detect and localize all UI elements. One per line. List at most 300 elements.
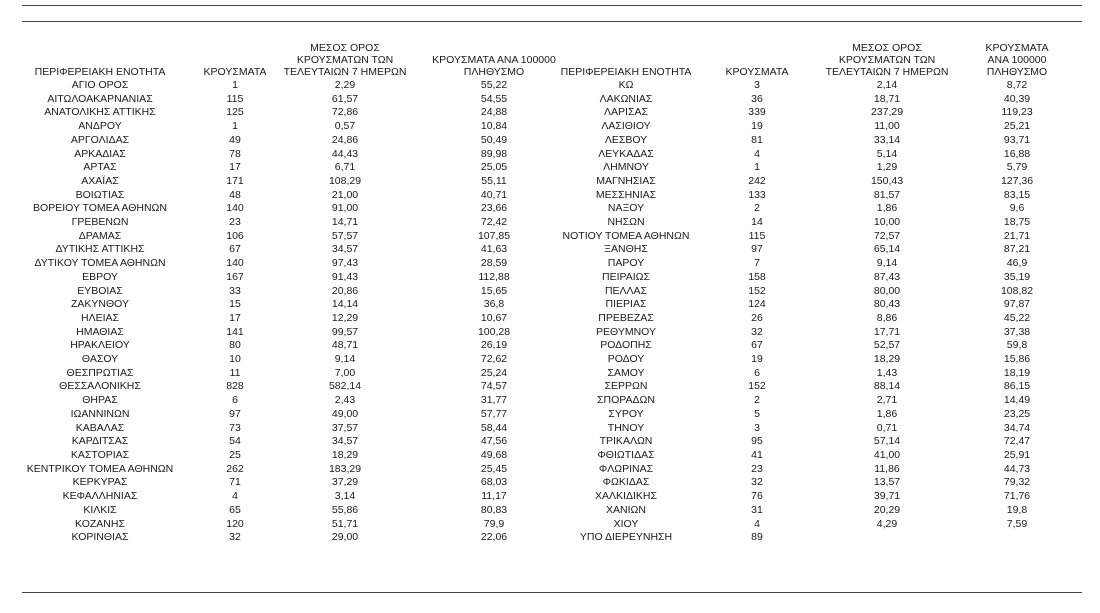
cell-region: ΚΑΒΑΛΑΣ [75,421,125,434]
cell-region: ΗΜΑΘΙΑΣ [76,325,124,338]
table-row [22,216,1082,230]
cell-region-2: ΡΕΘΥΜΝΟΥ [595,325,657,338]
cell-avg7-2: 17,71 [873,325,901,338]
cell-per100k: 23,66 [480,202,508,215]
cell-region-2: ΛΕΥΚΑΔΑΣ [598,147,654,160]
cell-per100k-2: 71,76 [1003,490,1031,503]
cell-avg7-2: 1,86 [876,202,898,215]
header-region-2: ΠΕΡΙΦΕΡΕΙΑΚΗ ΕΝΟΤΗΤΑ [560,66,692,78]
cell-per100k: 31,77 [480,394,508,407]
table-row [22,408,1082,422]
cell-region: ΚΑΣΤΟΡΙΑΣ [70,448,130,461]
cell-avg7-2: 88,14 [873,380,901,393]
cell-avg7-2: 4,29 [876,517,898,530]
table-row [22,148,1082,162]
cell-per100k-2: 21,71 [1003,229,1031,242]
top-rule [22,5,1082,6]
cell-region: ΑΙΤΩΛΟΑΚΑΡΝΑΝΙΑΣ [47,92,153,105]
header-cases-2: ΚΡΟΥΣΜΑΤΑ [725,66,789,78]
cell-per100k-2: 108,82 [1000,284,1034,297]
cell-per100k: 36,8 [483,298,505,311]
header-per100k: ΚΡΟΥΣΜΑΤΑ ΑΝΑ 100000 ΠΛΗΘΥΣΜΟ [432,54,556,78]
cell-per100k: 26,19 [480,339,508,352]
cell-region: ΚΕΡΚΥΡΑΣ [72,476,128,489]
cell-cases-2: 14 [751,216,763,229]
header-avg7-2: ΜΕΣΟΣ ΟΡΟΣ ΚΡΟΥΣΜΑΤΩΝ ΤΩΝ ΤΕΛΕΥΤΑΙΩΝ 7 ΗΜΕΡΩΝ [825,42,949,78]
table-row [22,394,1082,408]
cell-region-2: ΜΑΓΝΗΣΙΑΣ [596,174,656,187]
cell-cases: 1 [232,79,238,91]
cell-per100k-2: 16,88 [1003,147,1031,160]
cell-region: ΚΙΛΚΙΣ [83,503,117,516]
cell-avg7-2: 80,43 [873,298,901,311]
cell-region-2: ΜΕΣΣΗΝΙΑΣ [595,188,657,201]
cell-cases-2: 4 [754,147,760,160]
cell-per100k: 24,88 [480,106,508,119]
bottom-rule [22,592,1082,593]
table-body [22,79,1082,545]
cell-avg7: 2,29 [334,79,356,91]
cell-per100k-2: 8,72 [1006,79,1028,91]
cell-cases: 17 [229,161,241,174]
cell-region: ΔΡΑΜΑΣ [78,229,122,242]
cell-cases-2: 32 [751,325,763,338]
cell-avg7-2: 1,29 [876,161,898,174]
cell-avg7: 34,57 [331,243,359,256]
cell-region-2: ΣΕΡΡΩΝ [604,380,648,393]
cell-region-2: ΛΑΚΩΝΙΑΣ [599,92,653,105]
table-row [22,422,1082,436]
cell-per100k: 57,77 [480,407,508,420]
cell-cases: 48 [229,188,241,201]
cell-cases: 80 [229,339,241,352]
cell-avg7-2: 9,14 [876,257,898,270]
cell-avg7: 72,86 [331,106,359,119]
table-row [22,531,1082,545]
table-row [22,285,1082,299]
table-row [22,79,1082,93]
cell-per100k: 25,24 [480,366,508,379]
cell-region: ΚΟΖΑΝΗΣ [75,517,125,530]
cell-avg7: 49,00 [331,407,359,420]
table-row [22,490,1082,504]
cell-per100k-2: 46,9 [1006,257,1028,270]
cell-region: ΔΥΤΙΚΟΥ ΤΟΜΕΑ ΑΘΗΝΩΝ [34,257,166,270]
cell-per100k: 112,88 [478,270,510,283]
cell-avg7-2: 65,14 [873,243,901,256]
cell-avg7-2: 57,14 [873,435,901,448]
cell-region-2: ΧΑΛΚΙΔΙΚΗΣ [595,490,657,503]
cell-per100k: 54,55 [480,92,508,105]
cell-avg7-2: 20,29 [873,503,901,516]
cell-per100k-2: 83,15 [1003,188,1031,201]
cell-avg7: 61,57 [331,92,359,105]
cell-region: ΕΒΡΟΥ [82,270,118,283]
cell-cases: 828 [226,380,244,393]
cell-per100k-2: 87,21 [1003,243,1031,256]
cell-per100k: 68,03 [480,476,508,489]
cell-cases: 73 [229,421,241,434]
cell-avg7-2: 2,71 [876,394,898,407]
cell-per100k-2: 14,49 [1003,394,1031,407]
cell-per100k: 55,22 [480,79,508,91]
cell-avg7-2: 81,57 [873,188,901,201]
cell-avg7: 55,86 [331,503,359,516]
cell-avg7-2: 2,14 [876,79,898,91]
cell-avg7: 6,71 [334,161,356,174]
cell-avg7-2: 72,57 [873,229,901,242]
cell-cases: 49 [229,133,241,146]
table-row [22,367,1082,381]
cell-region-2: ΣΑΜΟΥ [607,366,645,379]
cell-region-2: ΤΗΝΟΥ [607,421,645,434]
table-row [22,189,1082,203]
cell-region: ΖΑΚΥΝΘΟΥ [70,298,130,311]
cell-avg7: 9,14 [334,353,356,366]
cell-region: ΑΧΑΪΑΣ [81,174,119,187]
cell-cases-2: 4 [754,517,760,530]
cell-region-2: ΝΑΞΟΥ [607,202,645,215]
cell-cases: 33 [229,284,241,297]
cell-cases-2: 97 [751,243,763,256]
cell-avg7-2: 18,29 [873,353,901,366]
cell-cases: 141 [226,325,244,338]
cell-avg7: 12,29 [331,311,359,324]
cell-cases: 106 [226,229,244,242]
cell-region-2: ΦΘΙΩΤΙΔΑΣ [597,448,655,461]
cell-avg7: 91,00 [331,202,359,215]
cell-cases: 115 [226,92,244,105]
cell-cases: 125 [226,106,244,119]
table-row [22,353,1082,367]
cell-avg7-2: 41,00 [873,448,901,461]
cell-per100k-2: 72,47 [1003,435,1031,448]
table-row [22,106,1082,120]
cell-region: ΘΕΣΠΡΩΤΙΑΣ [66,366,134,379]
cell-cases-2: 158 [748,270,766,283]
cell-cases: 71 [229,476,241,489]
cell-region-2: ΠΕΛΛΑΣ [604,284,648,297]
cell-per100k-2: 127,36 [1000,174,1034,187]
cell-region-2: ΦΩΚΙΔΑΣ [602,476,650,489]
cell-avg7-2: 52,57 [873,339,901,352]
cell-region-2: ΥΠΟ ΔΙΕΡΕΥΝΗΣΗ [579,531,673,544]
table-row [22,326,1082,340]
cell-avg7: 3,14 [334,490,356,503]
cell-region-2: ΛΗΜΝΟΥ [603,161,649,174]
cell-avg7-2: 5,14 [876,147,898,160]
cell-region: ΒΟΙΩΤΙΑΣ [75,188,125,201]
cell-cases-2: 32 [751,476,763,489]
cell-per100k: 55,11 [481,174,507,187]
cell-per100k-2: 15,86 [1003,353,1031,366]
cell-per100k: 25,45 [480,462,508,475]
cell-avg7: 2,43 [334,394,356,407]
cell-cases-2: 41 [751,448,763,461]
cell-region: ΗΡΑΚΛΕΙΟΥ [70,339,130,352]
cell-cases: 262 [226,462,244,475]
cell-per100k-2: 34,74 [1003,421,1031,434]
cell-cases-2: 124 [748,298,766,311]
cell-region-2: ΚΩ [618,79,634,91]
cell-per100k-2: 79,32 [1003,476,1031,489]
cell-avg7-2: 1,43 [876,366,898,379]
cell-avg7-2: 150,43 [870,174,904,187]
cell-per100k-2: 45,22 [1003,311,1031,324]
cell-cases-2: 67 [751,339,763,352]
cell-avg7: 37,29 [331,476,359,489]
cell-cases-2: 31 [751,503,763,516]
cell-region-2: ΠΕΙΡΑΙΩΣ [602,270,650,283]
cell-avg7: 34,57 [331,435,359,448]
table-header [22,36,1082,78]
cell-region-2: ΠΑΡΟΥ [607,257,645,270]
cell-per100k: 10,67 [480,311,508,324]
cell-cases: 17 [229,311,241,324]
table-row [22,120,1082,134]
cell-avg7: 91,43 [331,270,359,283]
cell-per100k: 74,57 [480,380,508,393]
cell-cases: 23 [229,216,241,229]
cell-per100k-2: 9,6 [1009,202,1025,215]
cell-avg7: 7,00 [334,366,356,379]
cell-cases-2: 152 [748,380,766,393]
table-row [22,243,1082,257]
cell-per100k-2: 23,25 [1003,407,1031,420]
cell-cases-2: 1 [754,161,760,174]
cell-cases-2: 152 [748,284,766,297]
cell-per100k: 41,63 [480,243,508,256]
cell-per100k: 22,06 [480,531,508,544]
table-row [22,230,1082,244]
header-cases: ΚΡΟΥΣΜΑΤΑ [203,66,267,78]
table-row [22,202,1082,216]
cell-region-2: ΡΟΔΟΠΗΣ [600,339,652,352]
table-row [22,463,1082,477]
cell-region-2: ΝΟΤΙΟΥ ΤΟΜΕΑ ΑΘΗΝΩΝ [562,229,690,242]
cell-region: ΑΡΚΑΔΙΑΣ [74,147,126,160]
cell-per100k-2: 25,21 [1003,120,1031,133]
cell-region-2: ΝΗΣΩΝ [607,216,645,229]
cell-avg7-2: 1,86 [876,407,898,420]
cell-per100k-2: 40,39 [1003,92,1031,105]
cell-per100k: 11,17 [481,490,507,503]
cell-region: ΑΓΙΟ ΟΡΟΣ [71,79,129,91]
cell-per100k: 100,28 [477,325,511,338]
cell-avg7: 51,71 [331,517,359,530]
table-row [22,134,1082,148]
cell-cases-2: 23 [751,462,763,475]
cell-per100k-2: 18,75 [1003,216,1031,229]
table-row [22,298,1082,312]
cell-cases-2: 2 [754,202,760,215]
cell-region-2: ΛΑΡΙΣΑΣ [604,106,648,119]
cell-per100k: 107,85 [477,229,511,242]
cell-cases-2: 19 [751,353,763,366]
header-per100k-2: ΚΡΟΥΣΜΑΤΑ ΑΝΑ 100000 ΠΛΗΘΥΣΜΟ [985,42,1049,78]
cell-avg7: 14,71 [331,216,359,229]
cell-avg7-2: 87,43 [873,270,901,283]
cell-cases: 6 [232,394,238,407]
cell-per100k: 79,9 [483,517,505,530]
cell-avg7: 24,86 [331,133,359,146]
table-row [22,161,1082,175]
cell-cases-2: 36 [751,92,763,105]
cell-avg7: 18,29 [331,448,359,461]
table-row [22,518,1082,532]
cell-avg7-2: 80,00 [873,284,901,297]
cell-per100k-2: 18,19 [1003,366,1031,379]
cell-region: ΘΑΣΟΥ [81,353,119,366]
cell-avg7-2: 8,86 [876,311,898,324]
cell-region: ΑΝΑΤΟΛΙΚΗΣ ΑΤΤΙΚΗΣ [44,106,156,119]
cell-avg7-2: 18,71 [873,92,901,105]
cell-per100k: 58,44 [480,421,508,434]
cell-region-2: ΞΑΝΘΗΣ [604,243,648,256]
cell-cases: 65 [229,503,241,516]
cell-cases: 171 [226,174,244,187]
cell-region-2: ΤΡΙΚΑΛΩΝ [599,435,653,448]
cell-cases-2: 26 [751,311,763,324]
cell-cases-2: 3 [754,79,760,91]
cell-avg7: 57,57 [331,229,359,242]
cell-cases-2: 89 [751,531,763,544]
cell-region: ΑΡΓΟΛΙΔΑΣ [70,133,130,146]
cell-region: ΚΑΡΔΙΤΣΑΣ [71,435,129,448]
cell-cases: 140 [226,257,244,270]
table-row [22,504,1082,518]
cell-cases-2: 2 [754,394,760,407]
cell-avg7-2: 10,00 [873,216,901,229]
cell-cases-2: 242 [748,174,766,187]
cell-cases-2: 133 [748,188,766,201]
cell-per100k: 80,83 [480,503,508,516]
cell-per100k-2: 86,15 [1003,380,1031,393]
table-row [22,257,1082,271]
cell-avg7: 48,71 [331,339,359,352]
cell-cases-2: 115 [748,229,766,242]
cell-avg7: 99,57 [331,325,359,338]
cell-cases: 10 [229,353,241,366]
cell-cases: 78 [229,147,241,160]
cell-region: ΚΟΡΙΝΘΙΑΣ [71,531,129,544]
cell-cases: 167 [226,270,244,283]
cell-region: ΑΝΔΡΟΥ [78,120,122,133]
table-row [22,271,1082,285]
cell-cases-2: 95 [751,435,763,448]
cell-per100k-2: 19,8 [1006,503,1028,516]
cell-avg7-2: 0,71 [876,421,898,434]
cell-cases-2: 6 [754,366,760,379]
cell-avg7: 21,00 [331,188,359,201]
cell-per100k-2: 93,71 [1003,133,1031,146]
cell-per100k-2: 5,79 [1006,161,1028,174]
cell-avg7-2: 13,57 [873,476,901,489]
cell-cases: 25 [229,448,241,461]
table-row [22,476,1082,490]
cell-per100k-2: 59,8 [1006,339,1028,352]
cell-region-2: ΣΥΡΟΥ [608,407,644,420]
cell-region: ΘΗΡΑΣ [82,394,118,407]
cell-cases: 11 [229,366,241,379]
cell-cases: 1 [232,120,238,133]
cell-avg7: 183,29 [328,462,362,475]
cell-region-2: ΣΠΟΡΑΔΩΝ [597,394,655,407]
cell-per100k: 89,98 [480,147,508,160]
cell-cases: 67 [229,243,241,256]
cell-cases-2: 76 [751,490,763,503]
cell-avg7-2: 33,14 [873,133,901,146]
cell-avg7: 44,43 [331,147,359,160]
table-row [22,339,1082,353]
cell-region: ΕΥΒΟΙΑΣ [77,284,123,297]
cell-avg7-2: 11,86 [874,462,900,475]
cell-per100k: 15,65 [480,284,508,297]
cell-region-2: ΠΡΕΒΕΖΑΣ [598,311,654,324]
cell-region-2: ΠΙΕΡΙΑΣ [605,298,647,311]
cell-cases: 15 [229,298,241,311]
cell-avg7: 108,29 [328,174,362,187]
cell-per100k: 10,84 [480,120,508,133]
cell-per100k-2: 7,59 [1006,517,1028,530]
cell-avg7-2: 11,00 [874,120,900,133]
header-avg7: ΜΕΣΟΣ ΟΡΟΣ ΚΡΟΥΣΜΑΤΩΝ ΤΩΝ ΤΕΛΕΥΤΑΙΩΝ 7 ΗΜΕΡΩΝ [283,42,407,78]
cell-region-2: ΦΛΩΡΙΝΑΣ [598,462,654,475]
cell-region-2: ΡΟΔΟΥ [607,353,645,366]
cell-cases: 4 [232,490,238,503]
cell-per100k: 72,42 [480,216,508,229]
cell-cases-2: 3 [754,421,760,434]
cell-region: ΑΡΤΑΣ [83,161,117,174]
cell-region-2: ΛΑΣΙΘΙΟΥ [601,120,651,133]
cell-region-2: ΧΙΟΥ [613,517,639,530]
cell-avg7: 37,57 [331,421,359,434]
table-row [22,175,1082,189]
cell-cases: 32 [229,531,241,544]
cell-region-2: ΧΑΝΙΩΝ [606,503,646,516]
table-row [22,93,1082,107]
table-row [22,449,1082,463]
cell-region: ΘΕΣΣΑΛΟΝΙΚΗΣ [59,380,141,393]
cell-avg7: 14,14 [331,298,359,311]
cell-avg7-2: 237,29 [870,106,904,119]
cell-cases: 140 [226,202,244,215]
cell-per100k: 40,71 [480,188,508,201]
cell-cases-2: 81 [751,133,763,146]
cell-per100k-2: 44,73 [1003,462,1031,475]
cell-avg7-2: 39,71 [873,490,901,503]
cell-per100k: 28,59 [480,257,508,270]
cell-avg7: 582,14 [328,380,362,393]
cell-avg7: 97,43 [331,257,359,270]
cell-per100k-2: 25,91 [1003,448,1031,461]
cell-cases: 120 [226,517,244,530]
cell-per100k-2: 37,38 [1003,325,1031,338]
table-row [22,435,1082,449]
cell-region: ΔΥΤΙΚΗΣ ΑΤΤΙΚΗΣ [55,243,145,256]
cell-region: ΗΛΕΙΑΣ [80,311,120,324]
cell-region: ΙΩΑΝΝΙΝΩΝ [70,407,130,420]
cell-per100k-2: 119,23 [1001,106,1033,119]
cell-avg7: 0,57 [334,120,356,133]
cell-per100k: 49,68 [480,448,508,461]
cell-cases-2: 7 [754,257,760,270]
cell-per100k: 50,49 [480,133,508,146]
cell-per100k-2: 35,19 [1003,270,1031,283]
cell-per100k-2: 97,87 [1003,298,1031,311]
cell-region: ΚΕΦΑΛΛΗΝΙΑΣ [62,490,138,503]
cell-cases-2: 5 [754,407,760,420]
